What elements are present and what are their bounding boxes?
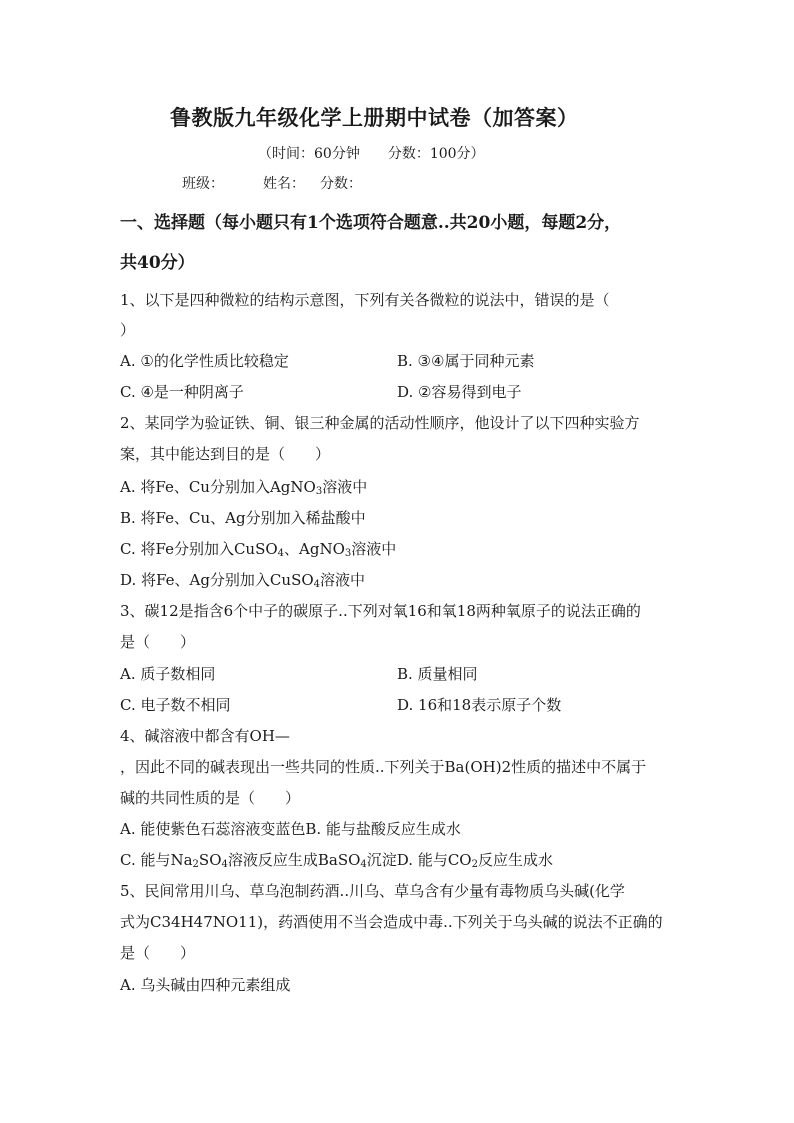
q1-stem-cont: ） xyxy=(120,321,136,339)
score-label: 分数： xyxy=(320,176,362,192)
class-label: 班级： xyxy=(182,176,224,192)
q2-option-c: C. 将Fe分别加入CuSO$_4$、AgNO$_3$溶液中 xyxy=(120,540,397,559)
q3-option-d: D. 16和18表示原子个数 xyxy=(397,696,562,714)
q5-stem-cont: 式为C34H47NO11)，药酒使用不当会造成中毒..下列关于乌头碱的说法不正确的 xyxy=(120,913,663,931)
q2-option-b: B. 将Fe、Cu、Ag分别加入稀盐酸中 xyxy=(120,509,366,527)
q2-option-d: D. 将Fe、Ag分别加入CuSO$_4$溶液中 xyxy=(120,571,366,590)
q4-option-ab: A. 能使紫色石蕊溶液变蓝色B. 能与盐酸反应生成水 xyxy=(120,820,461,838)
q4-stem-cont: ，因此不同的碱表现出一些共同的性质..下列关于Ba(OH)2性质的描述中不属于 xyxy=(120,758,647,776)
section-heading-cont: 共40分） xyxy=(120,253,195,273)
section-heading: 一、选择题（每小题只有1个选项符合题意..共20小题，每题2分， xyxy=(120,213,622,233)
time-score-line: （时间：60分钟 分数：100分） xyxy=(258,146,485,162)
q5-stem-cont2: 是（ ） xyxy=(120,944,196,962)
q1-option-a: A. ①的化学性质比较稳定 xyxy=(120,352,289,370)
q3-option-c: C. 电子数不相同 xyxy=(120,696,231,714)
q1-option-b: B. ③④属于同种元素 xyxy=(397,352,535,370)
page-title: 鲁教版九年级化学上册期中试卷（加答案） xyxy=(170,105,579,130)
name-label: 姓名： xyxy=(263,176,305,192)
q4-stem-cont2: 碱的共同性质的是（ ） xyxy=(120,789,301,807)
q5-stem: 5、民间常用川乌、草乌泡制药酒..川乌、草乌含有少量有毒物质乌头碱(化学 xyxy=(120,882,625,900)
q2-stem-cont: 案，其中能达到目的是（ ） xyxy=(120,445,331,463)
q4-option-cd: C. 能与$Na_2SO_4$溶液反应生成BaSO$_4$沉淀D. 能与$CO_2$反应生成水 xyxy=(120,851,553,870)
q5-option-a: A. 乌头碱由四种元素组成 xyxy=(120,976,291,994)
q1-option-d: D. ②容易得到电子 xyxy=(397,383,522,401)
q2-option-a: A. 将Fe、Cu分别加入AgNO$_3$溶液中 xyxy=(120,478,368,497)
q3-option-b: B. 质量相同 xyxy=(397,665,478,683)
q4-stem: 4、碱溶液中都含有OH— xyxy=(120,727,290,745)
q1-option-c: C. ④是一种阴离子 xyxy=(120,383,244,401)
q2-stem: 2、某同学为验证铁、铜、银三种金属的活动性顺序，他设计了以下四种实验方 xyxy=(120,414,640,432)
q1-stem: 1、以下是四种微粒的结构示意图，下列有关各微粒的说法中，错误的是（ xyxy=(120,291,610,309)
q3-stem: 3、碳12是指含6个中子的碳原子..下列对氧16和氧18两种氧原子的说法正确的 xyxy=(120,602,641,620)
q3-option-a: A. 质子数相同 xyxy=(120,665,216,683)
q3-stem-cont: 是（ ） xyxy=(120,633,196,651)
